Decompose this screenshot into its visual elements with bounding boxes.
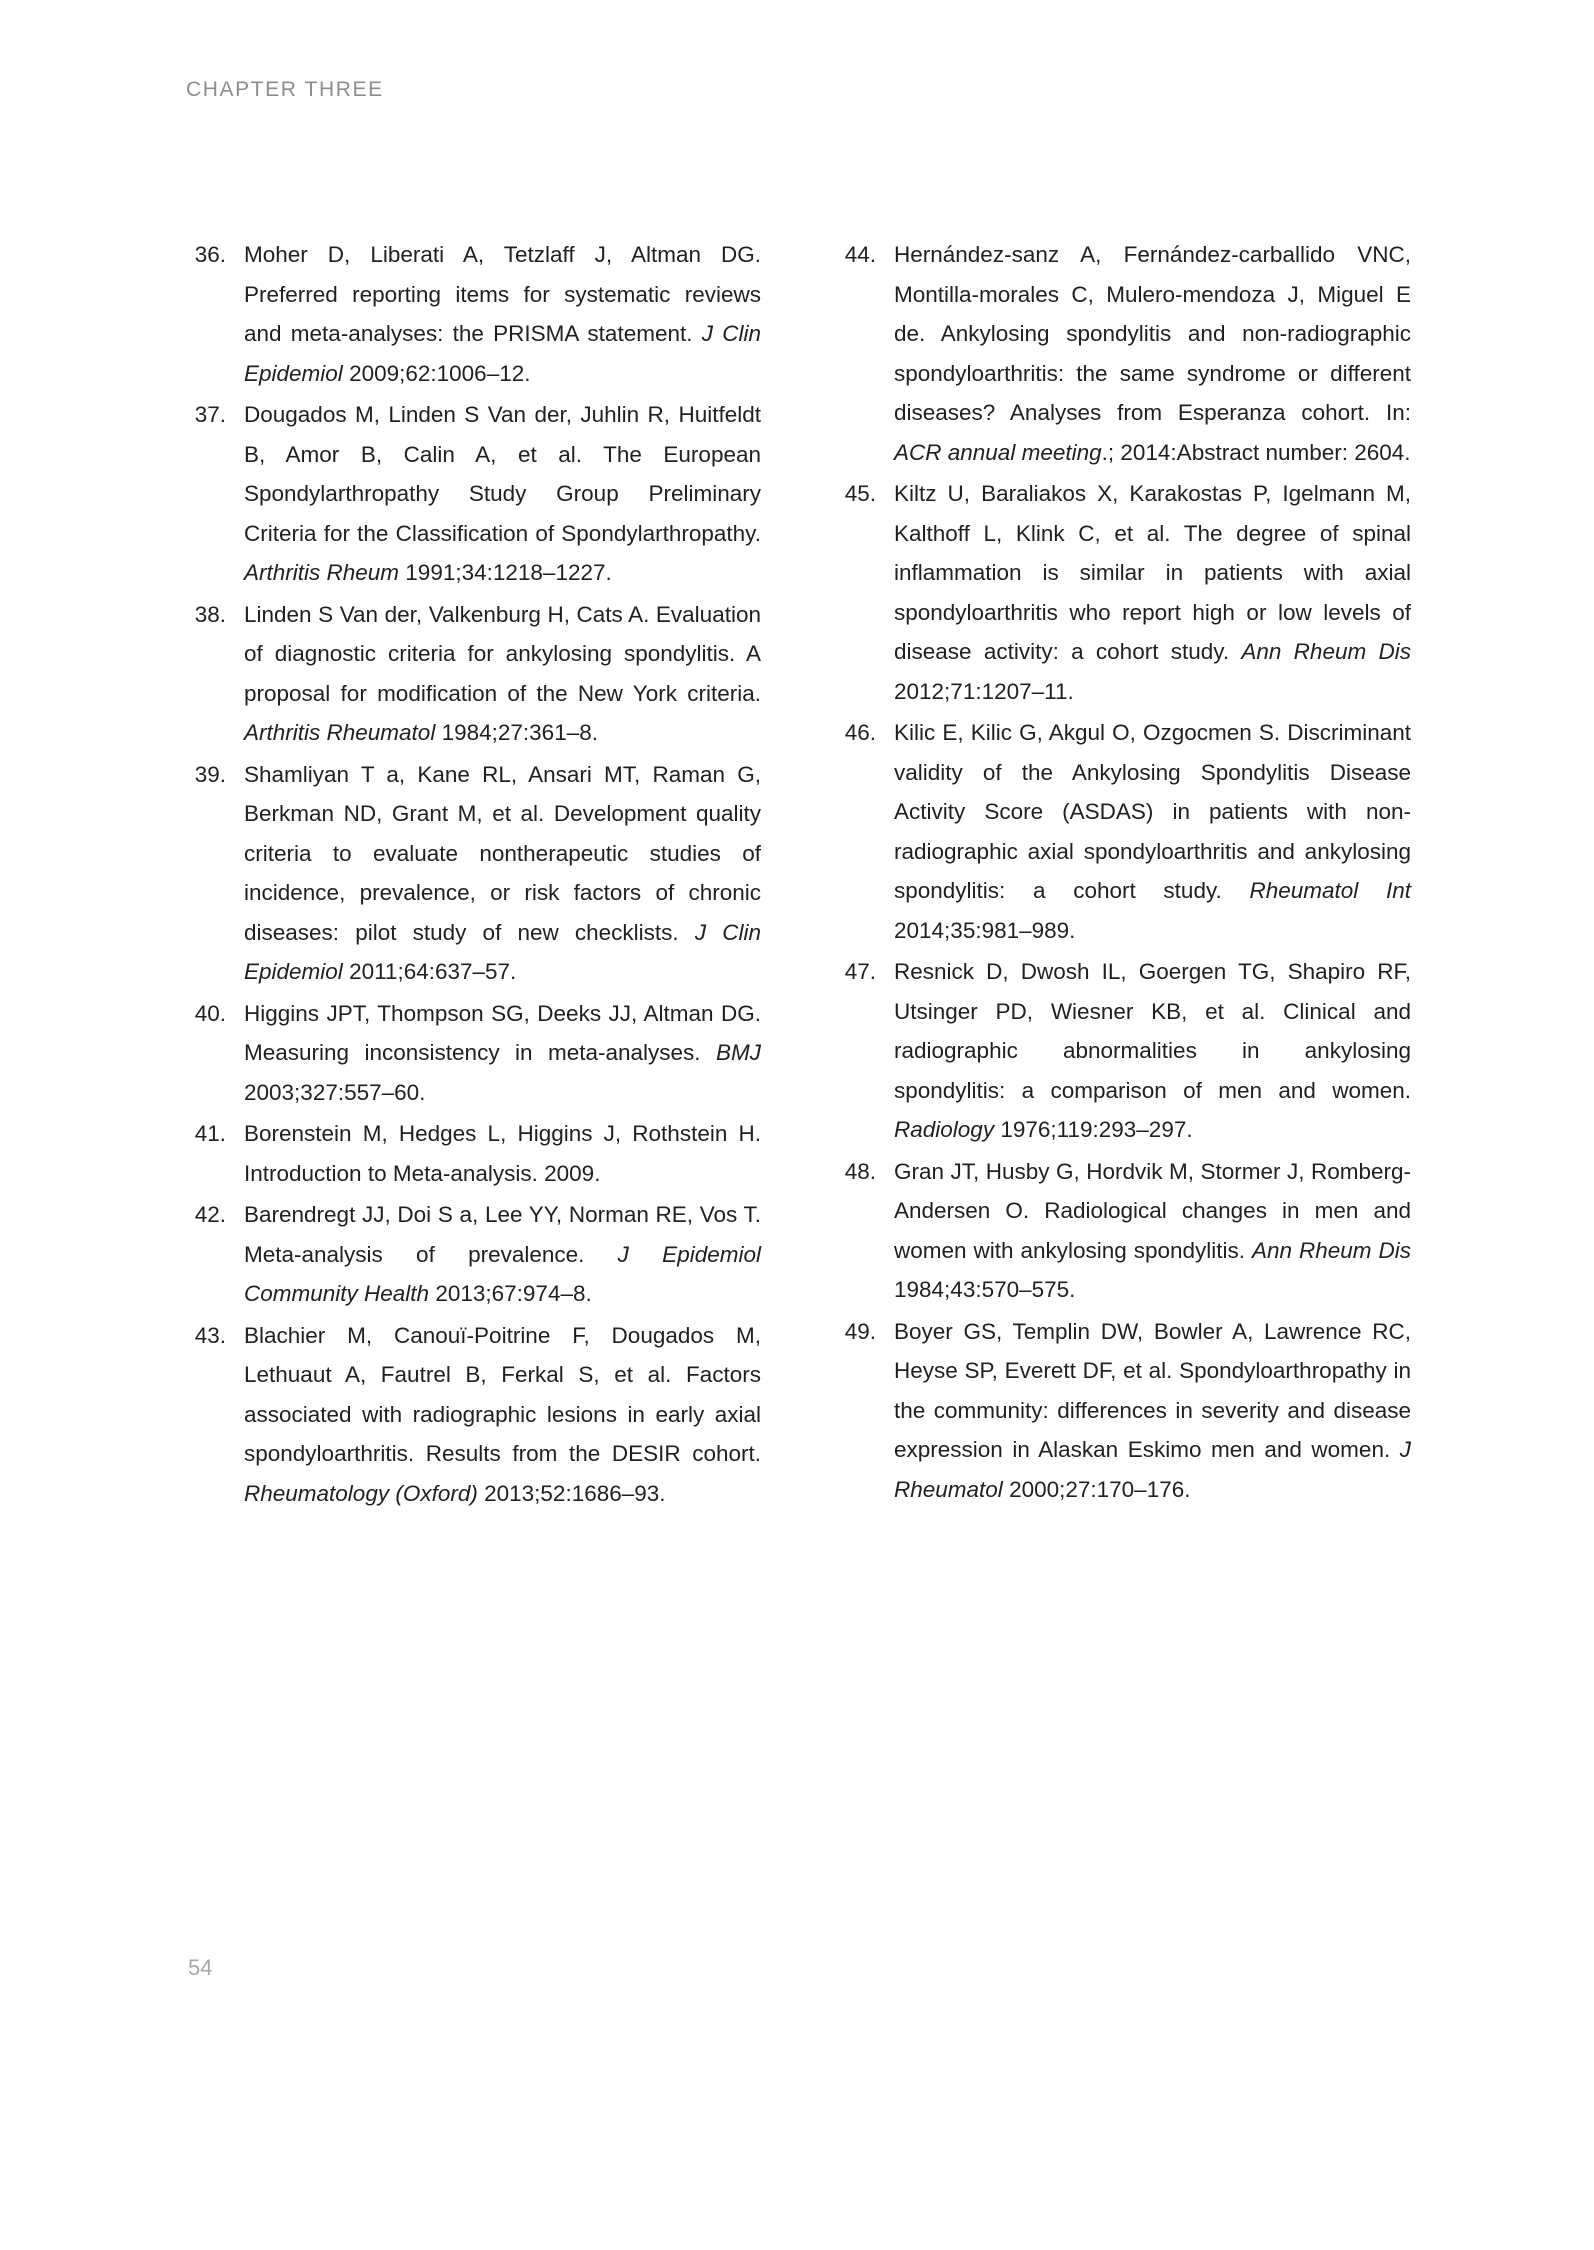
reference-text-run: 2013;67:974–8. (429, 1281, 592, 1306)
reference-text-run: 2003;327:557–60. (244, 1079, 426, 1105)
reference-text (244, 994, 761, 1113)
reference-text (244, 755, 761, 992)
reference-entry (836, 952, 1411, 1150)
reference-title-italic: Arthritis Rheum (244, 560, 400, 585)
reference-text-run: Kilic E, Kilic G, Akgul O, Ozgocmen S. Discriminant validity of the Ankylosing Spondylitis Disease Activity Score (ASDAS) in patients with non-radiographic axial spondyloarthritis and ankylosing spondylitis: a cohort study. (894, 720, 1411, 903)
reference-text (894, 474, 1411, 711)
reference-entry (186, 595, 761, 753)
reference-number: 40. (194, 1000, 226, 1026)
reference-number: 41. (194, 1121, 226, 1146)
reference-title-italic: J Clin Epidemiol (244, 919, 762, 984)
reference-entry (836, 474, 1411, 711)
left-column (186, 235, 761, 1515)
reference-number: 43. (194, 1322, 226, 1348)
reference-text (894, 1312, 1411, 1510)
reference-text-run: .; 2014:Abstract number: 2604. (1101, 439, 1411, 465)
reference-title-italic: Ann Rheum Dis (1241, 639, 1411, 664)
right-column (836, 235, 1411, 1515)
reference-title-italic: BMJ (716, 1040, 761, 1065)
reference-title-italic: Rheumatology (Oxford) (244, 1480, 478, 1506)
reference-text (894, 952, 1411, 1150)
reference-text-run: Hernández-sanz A, Fernández-carballido VNC, Montilla-morales C, Mulero-mendoza J, Miguel E de. Ankylosing spondylitis and non-radiographic spondyloarthritis: the same syndrome or different diseases? Analyses from Esperanza cohort. In: (894, 242, 1411, 425)
reference-entry (836, 1152, 1411, 1310)
reference-text-run: Higgins JPT, Thompson SG, Deeks JJ, Altman DG. Measuring inconsistency in meta-analyses. (244, 1000, 761, 1065)
reference-number: 46. (844, 720, 876, 745)
reference-text-run: 1984;27:361–8. (435, 720, 598, 745)
reference-title-italic: J Rheumatol (894, 1437, 1411, 1502)
reference-text-run: Dougados M, Linden S Van der, Juhlin R, Huitfeldt B, Amor B, Calin A, et al. The European Spondylarthropathy Study Group Preliminary Criteria for the Classification of Spondylarthropathy. (244, 402, 761, 546)
reference-text (244, 595, 761, 753)
reference-title-italic: Arthritis Rheumatol (244, 720, 436, 745)
reference-entry (836, 1312, 1411, 1510)
reference-text (244, 235, 761, 393)
reference-text-run: Blachier M, Canouï-Poitrine F, Dougados M, Lethuaut A, Fautrel B, Ferkal S, et al. Factors associated with radiographic lesions in early axial spondyloarthritis. Results from the DESIR cohort. (244, 1322, 761, 1466)
reference-number: 47. (844, 959, 876, 984)
reference-entry (186, 1195, 761, 1314)
reference-entry (186, 1316, 761, 1514)
reference-columns (186, 235, 1411, 1515)
reference-text-run: Linden S Van der, Valkenburg H, Cats A. Evaluation of diagnostic criteria for ankylosing spondylitis. A proposal for modification of the New York criteria. (244, 601, 761, 706)
reference-text-run: 1991;34:1218–1227. (399, 560, 612, 585)
reference-title-italic: J Epidemiol Community Health (244, 1241, 761, 1306)
reference-entry (186, 1114, 761, 1193)
reference-number: 45. (844, 481, 876, 506)
reference-title-italic: Ann Rheum Dis (1252, 1237, 1411, 1263)
running-head: CHAPTER THREE (186, 78, 384, 101)
reference-number: 48. (844, 1158, 876, 1184)
reference-text-run: Moher D, Liberati A, Tetzlaff J, Altman DG. Preferred reporting items for systematic reviews and meta-analyses: the PRISMA statement. (244, 242, 761, 346)
reference-text (894, 235, 1411, 472)
reference-text (894, 1152, 1411, 1310)
reference-text-run: Gran JT, Husby G, Hordvik M, Stormer J, Romberg-Andersen O. Radiological changes in men and women with ankylosing spondylitis. (894, 1158, 1411, 1263)
reference-title-italic: Radiology (894, 1117, 995, 1142)
reference-text-run: 2009;62:1006–12. (342, 360, 531, 386)
reference-entry (186, 395, 761, 593)
page-number: 54 (188, 1955, 213, 1980)
reference-text (244, 1114, 761, 1193)
reference-entry (186, 994, 761, 1113)
reference-number: 39. (194, 761, 226, 787)
reference-text (244, 1195, 761, 1314)
reference-entry (836, 713, 1411, 950)
reference-text-run: Kiltz U, Baraliakos X, Karakostas P, Igelmann M, Kalthoff L, Klink C, et al. The degree of spinal inflammation is similar in patients with axial spondyloarthritis who report high or low levels of disease activity: a cohort study. (894, 481, 1411, 664)
reference-text (894, 713, 1411, 950)
reference-text-run: Borenstein M, Hedges L, Higgins J, Rothstein H. Introduction to Meta-analysis. 2009. (244, 1121, 761, 1186)
reference-text-run: Barendregt JJ, Doi S a, Lee YY, Norman RE, Vos T. Meta-analysis of prevalence. (244, 1202, 761, 1267)
reference-number: 36. (194, 242, 226, 267)
reference-text-run: 2013;52:1686–93. (477, 1480, 666, 1506)
reference-text-run: Resnick D, Dwosh IL, Goergen TG, Shapiro RF, Utsinger PD, Wiesner KB, et al. Clinical and radiographic abnormalities in ankylosing spondylitis: a comparison of men and women. (894, 959, 1411, 1103)
reference-text-run: 2014;35:981–989. (894, 917, 1076, 943)
reference-number: 38. (194, 601, 226, 627)
reference-title-italic: ACR annual meeting (894, 439, 1102, 465)
reference-text-run: 1984;43:570–575. (894, 1277, 1076, 1302)
reference-text-run: Shamliyan T a, Kane RL, Ansari MT, Raman G, Berkman ND, Grant M, et al. Development quality criteria to evaluate nontherapeutic studies of incidence, prevalence, or risk factors of chronic diseases: pilot study of new checklists. (244, 761, 761, 945)
reference-text (244, 1316, 761, 1514)
reference-number: 49. (844, 1318, 876, 1344)
reference-title-italic: J Clin Epidemiol (244, 321, 761, 386)
reference-title-italic: Rheumatol Int (1249, 878, 1412, 903)
reference-text (244, 395, 761, 593)
reference-number: 42. (194, 1202, 226, 1227)
reference-text-run: Boyer GS, Templin DW, Bowler A, Lawrence RC, Heyse SP, Everett DF, et al. Spondyloarthropathy in the community: differences in severity and disease expression in Alaskan Eskimo men and women. (894, 1318, 1411, 1462)
reference-entry (836, 235, 1411, 472)
reference-text-run: 1976;119:293–297. (994, 1117, 1193, 1142)
reference-text-run: 2011;64:637–57. (342, 959, 517, 984)
reference-number: 37. (194, 402, 226, 427)
reference-number: 44. (844, 242, 876, 267)
reference-entry (186, 235, 761, 393)
reference-text-run: 2000;27:170–176. (1002, 1476, 1191, 1502)
reference-entry (186, 755, 761, 992)
reference-text-run: 2012;71:1207–11. (894, 678, 1074, 704)
